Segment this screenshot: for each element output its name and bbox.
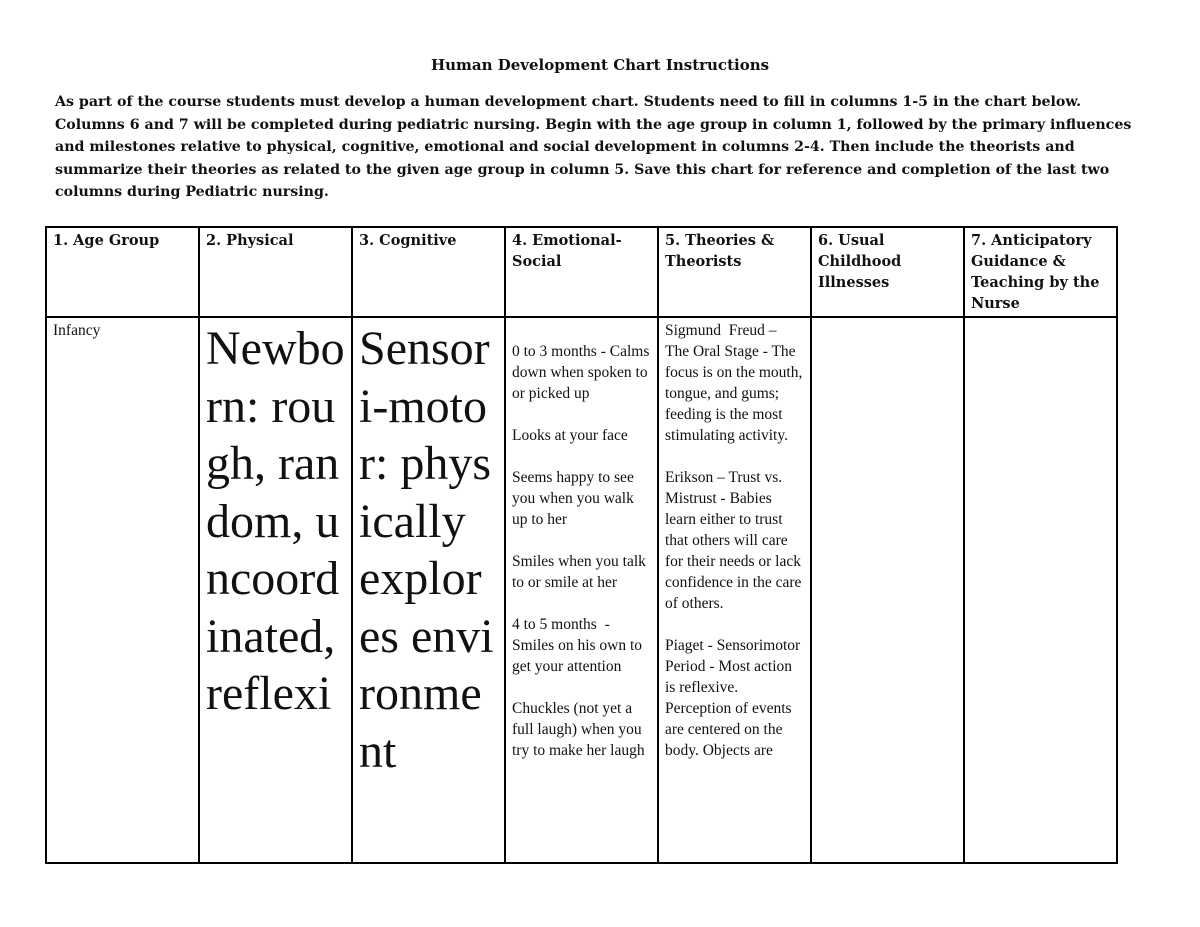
development-chart-table [45,226,1118,864]
emotional-paragraph: Chuckles (not yet a full laugh) when you try to make her laugh [512,700,646,759]
header-emotional-social: 4. Emotional-Social [505,227,658,317]
header-cognitive: 3. Cognitive [352,227,505,317]
header-physical: 2. Physical [199,227,352,317]
header-illnesses: 6. Usual Childhood Illnesses [811,227,964,317]
cell-illnesses [811,317,964,863]
table-row [46,317,1117,863]
header-guidance: 7. Anticipatory Guidance & Teaching by the Nurse [964,227,1117,317]
theory-paragraph: Erikson – Trust vs. Mistrust - Babies learn either to trust that others will care for their needs or lack confidence in the care of others. [665,469,806,612]
emotional-paragraph: Seems happy to see you when you walk up to her [512,469,638,528]
cell-theories [658,317,811,863]
cell-age-group: Infancy [46,317,199,863]
cell-guidance [964,317,1117,863]
emotional-paragraph: Looks at your face [512,427,628,444]
emotional-paragraph: 4 to 5 months - Smiles on his own to get your attention [512,616,646,675]
header-age-group: 1. Age Group [46,227,199,317]
instructions-paragraph: As part of the course students must develop a human development chart. Students need to fill in columns 1-5 in the chart below. Columns 6 and 7 will be completed during pediatric nursing. Begin with the age group in column 1, followed by the primary influences and milestones relative to physical, cognitive, emotional and social development in columns 2-4. Then include the theorists and summarize their theories as related to the given age group in column 5. Save this chart for reference and completion of the last two columns during Pediatric nursing. [55,94,1132,200]
table-header-row [46,227,1117,317]
cell-physical: Newborn: rough, random, uncoordinated, reflexi [199,317,352,863]
cell-emotional-social [505,317,658,863]
theory-paragraph: Sigmund Freud – The Oral Stage - The focus is on the mouth, tongue, and gums; feeding is the most stimulating activity. [665,322,807,444]
cell-cognitive: Sensori-motor: physically explores environment [352,317,505,863]
header-theories: 5. Theories & Theorists [658,227,811,317]
emotional-paragraph: 0 to 3 months - Calms down when spoken to or picked up [512,343,654,402]
theory-paragraph: Piaget - Sensorimotor Period - Most action is reflexive. Perception of events are centered on the body. Objects are [665,637,805,759]
document-title: Human Development Chart Instructions [430,56,770,74]
emotional-paragraph: Smiles when you talk to or smile at her [512,553,650,591]
